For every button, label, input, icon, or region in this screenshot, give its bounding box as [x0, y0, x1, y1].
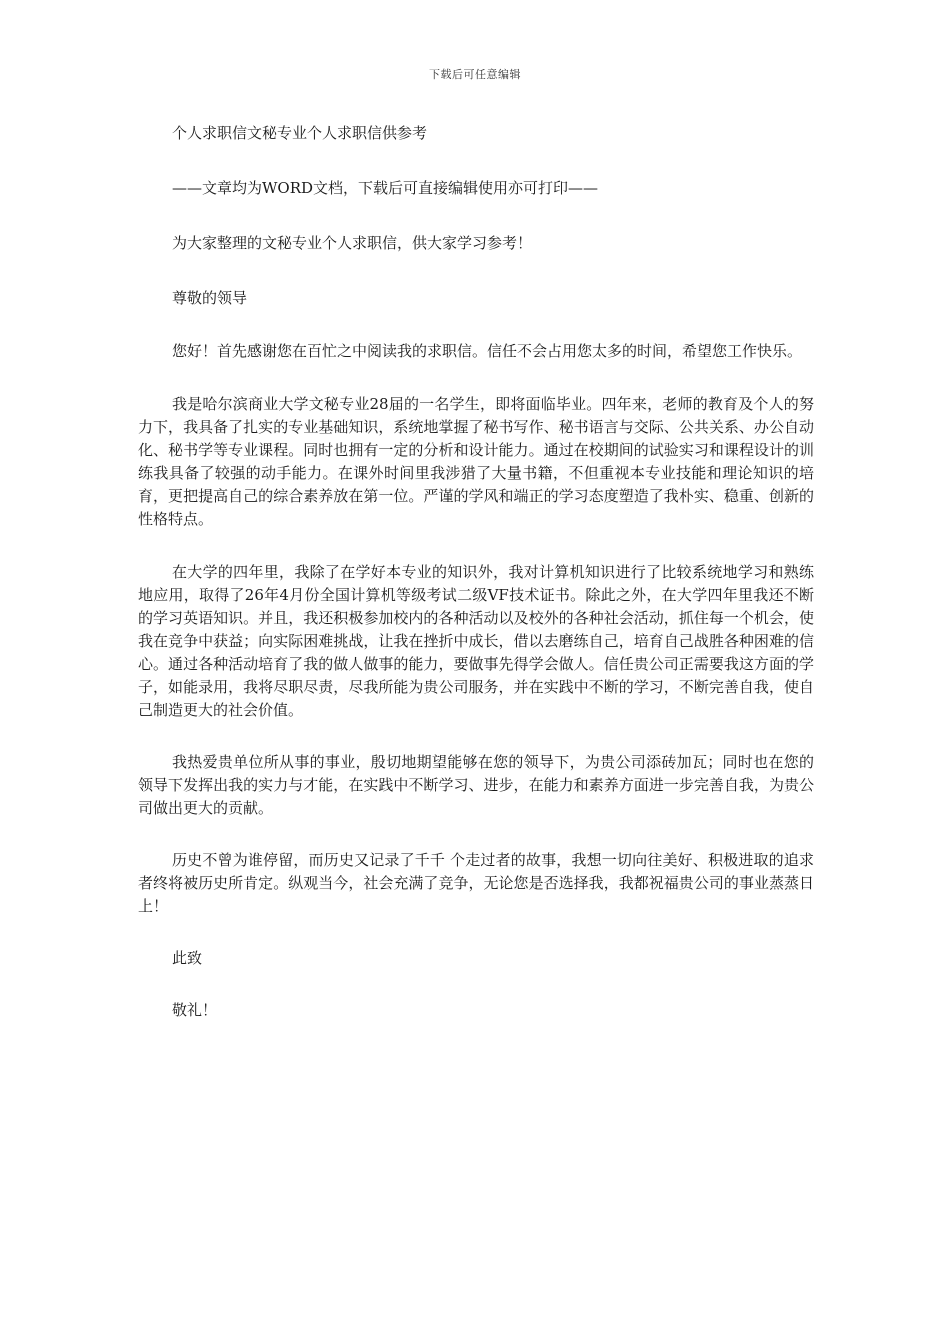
intro-paragraph: 为大家整理的文秘专业个人求职信，供大家学习参考！	[172, 234, 533, 252]
skills-paragraph: 在大学的四年里，我除了在学好本专业的知识外，我对计算机知识进行了比较系统地学习和熟练地应用，取得了26年4月份全国计算机等级考试二级VF技术证书。除此之外，在大学四年里我还不断的学习英语知识。并且，我还积极参加校内的各种活动以及校外的各种社会活动，抓住每一个机会，使我在竞争中获益；向实际困难挑战，让我在挫折中成长，借以去磨练自己，培育自己战胜各种困难的信心。通过各种活动培育了我的做人做事的能力，要做事先得学会做人。信任贵公司正需要我这方面的学子，如能录用，我将尽职尽责，尽我所能为贵公司服务，并在实践中不断的学习，不断完善自我，使自己制造更大的社会价值。	[138, 563, 814, 719]
sign-off-line-1: 此致	[172, 949, 203, 967]
header-note: 下载后可任意编辑	[429, 68, 521, 81]
background-paragraph: 我是哈尔滨商业大学文秘专业28届的一名学生，即将面临毕业。四年来，老师的教育及个人的努力下，我具备了扎实的专业基础知识，系统地掌握了秘书写作、秘书语言与交际、公共关系、办公自动化、秘书学等专业课程。同时也拥有一定的分析和设计能力。通过在校期间的试验实习和课程设计的训练我具备了较强的动手能力。在课外时间里我涉猎了大量书籍，不但重视本专业技能和理论知识的培育，更把提高自己的综合素养放在第一位。严谨的学风和端正的学习态度塑造了我朴实、稳重、创新的性格特点。	[138, 395, 814, 528]
salutation: 尊敬的领导	[172, 289, 248, 307]
document-title: 个人求职信文秘专业个人求职信供参考	[172, 124, 428, 142]
format-note: ——文章均为WORD文档，下载后可直接编辑使用亦可打印——	[172, 179, 599, 197]
letter-body	[138, 122, 814, 1022]
aspiration-paragraph: 我热爱贵单位所从事的事业，殷切地期望能够在您的领导下，为贵公司添砖加瓦；同时也在您的领导下发挥出我的实力与才能，在实践中不断学习、进步，在能力和素养方面进一步完善自我，为贵公司做出更大的贡献。	[138, 753, 814, 817]
sign-off-line-2: 敬礼！	[172, 1001, 218, 1019]
greeting-paragraph: 您好！首先感谢您在百忙之中阅读我的求职信。信任不会占用您太多的时间，希望您工作快乐。	[172, 342, 803, 360]
closing-paragraph: 历史不曾为谁停留，而历史又记录了千千 个走过者的故事，我想一切向往美好、积极进取的追求者终将被历史所肯定。纵观当今，社会充满了竞争，无论您是否选择我，我都祝福贵公司的事业蒸蒸日上！	[138, 851, 814, 915]
